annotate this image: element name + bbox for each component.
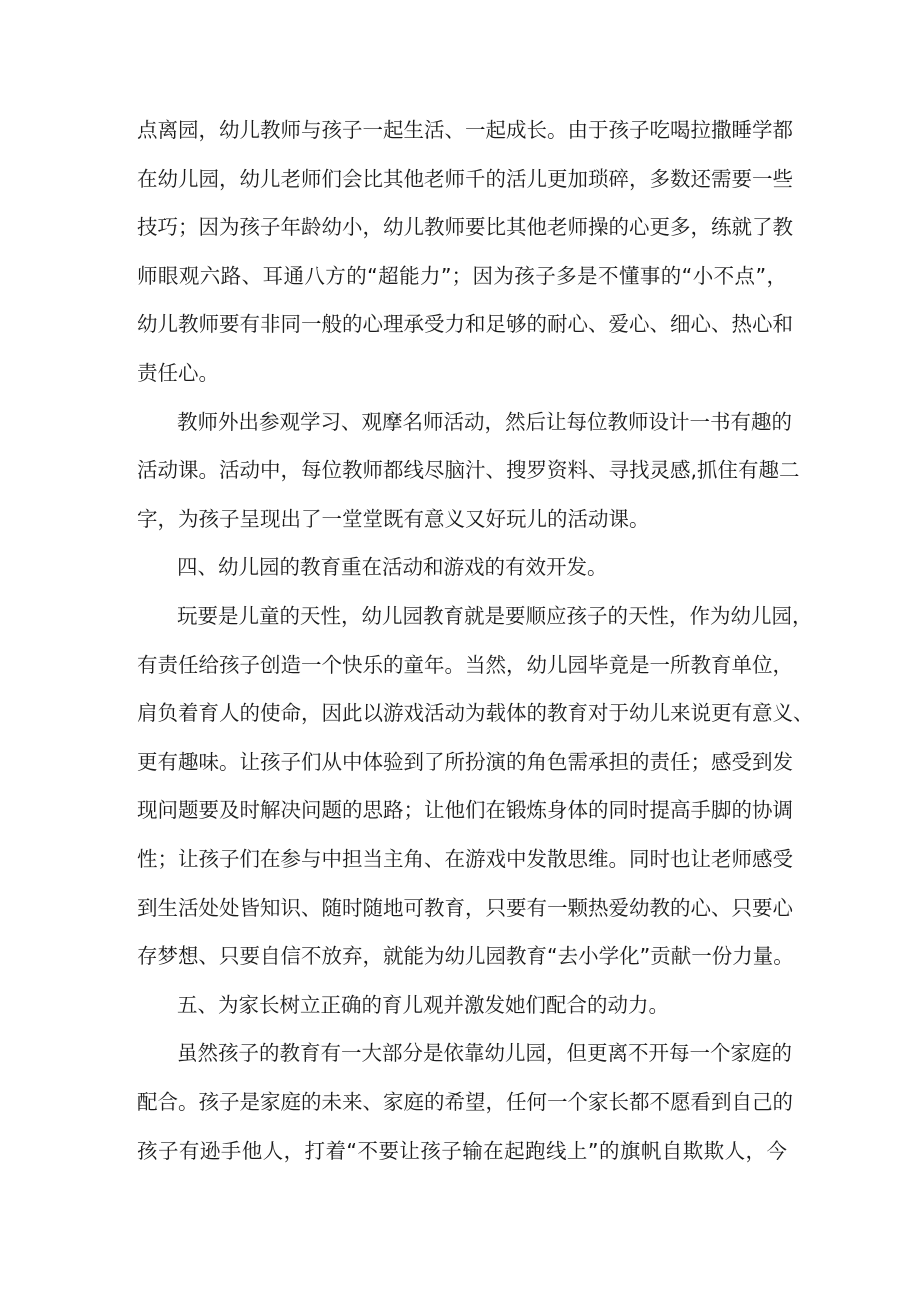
text-line: [0, 792, 920, 828]
text-line-content: 五、为家长树立正确的育儿观并激发她们配合的动力。: [177, 992, 669, 1017]
text-line-content: 性；让孩子们在参与中担当主角、在游戏中发散思维。同时也让老师感受: [137, 847, 793, 871]
text-line: [0, 258, 920, 294]
text-line: [0, 695, 920, 731]
text-line: [0, 355, 920, 391]
text-line-content: 点离园，幼儿教师与孩子一起生活、一起成长。由于孩子吃喝拉撒睡学都: [137, 118, 793, 142]
text-line: [0, 938, 920, 974]
text-line-content: 技巧；因为孩子年龄幼小，幼儿教师要比其他老师操的心更多，练就了教: [137, 215, 793, 240]
text-line: [0, 209, 920, 245]
text-line: [0, 306, 920, 342]
text-line: [0, 404, 920, 440]
text-line: [0, 598, 920, 634]
text-line: [0, 841, 920, 877]
text-line-content: 存梦想、只要自信不放弃，就能为幼儿园教育“去小学化”贡献一份力量。: [137, 944, 794, 969]
text-line-content: 更有趣味。让孩子们从中体验到了所扮演的角色需承担的责任；感受到发: [137, 749, 793, 774]
text-line-content: 现问题要及时解决问题的思路；让他们在锻炼身体的同时提高手脚的协调: [137, 798, 793, 823]
text-line: [0, 744, 920, 780]
text-line: [0, 1035, 920, 1071]
text-line-content: 在幼儿园，幼儿老师们会比其他老师千的活儿更加琐碎，多数还需要一些: [137, 166, 793, 191]
text-line-content: 师眼观六路、耳通八方的“超能力”；因为孩子多是不懂事的“小不点”，: [137, 263, 787, 288]
text-line-content: 四、幼儿园的教育重在活动和游戏的有效开发。: [177, 555, 608, 580]
text-line-content: 字，为孩子呈现出了一堂堂既有意义又好玩儿的活动课。: [137, 506, 650, 531]
text-line-content: 教师外出参观学习、观摩名师活动，然后让每位教师设计一书有趣的: [177, 409, 792, 434]
text-line-content: 责任心。: [137, 361, 219, 385]
text-line-content: 虽然孩子的教育有一大部分是依靠幼儿园，但更离不开每一个家庭的: [177, 1041, 792, 1066]
text-line: [0, 987, 920, 1023]
text-line-content: 活动课。活动中，每位教师都线尽脑汁、搜罗资料、寻找灵感,抓住有趣二: [137, 458, 800, 483]
text-line: [0, 452, 920, 488]
text-line: [0, 549, 920, 585]
text-line: [0, 1133, 920, 1169]
text-line: [0, 112, 920, 148]
text-line-content: 幼儿教师要有非同一般的心理承受力和足够的耐心、爱心、细心、热心和: [137, 312, 793, 337]
text-line: [0, 647, 920, 683]
text-line-content: 配合。孩子是家庭的未来、家庭的希望，任何一个家长都不愿看到自己的: [137, 1090, 793, 1114]
text-line-content: 玩要是儿童的天性，幼儿园教育就是要顺应孩子的天性，作为幼儿园，: [177, 604, 813, 628]
text-line-content: 肩负着育人的使命，因此以游戏活动为载体的教育对于幼儿来说更有意义、: [137, 701, 814, 726]
text-line: [0, 161, 920, 197]
text-line: [0, 1084, 920, 1120]
text-line: [0, 501, 920, 537]
text-line-content: 有责任给孩子创造一个快乐的童年。当然，幼儿园毕竟是一所教育单位，: [137, 652, 793, 677]
text-line: [0, 890, 920, 926]
text-line-content: 孩子有逊手他人，打着“不要让孩子输在起跑线上”的旗帆自欺欺人，今: [137, 1138, 787, 1163]
text-line-content: 到生活处处皆知识、随时随地可教育，只要有一颗热爱幼教的心、只要心: [137, 895, 793, 920]
